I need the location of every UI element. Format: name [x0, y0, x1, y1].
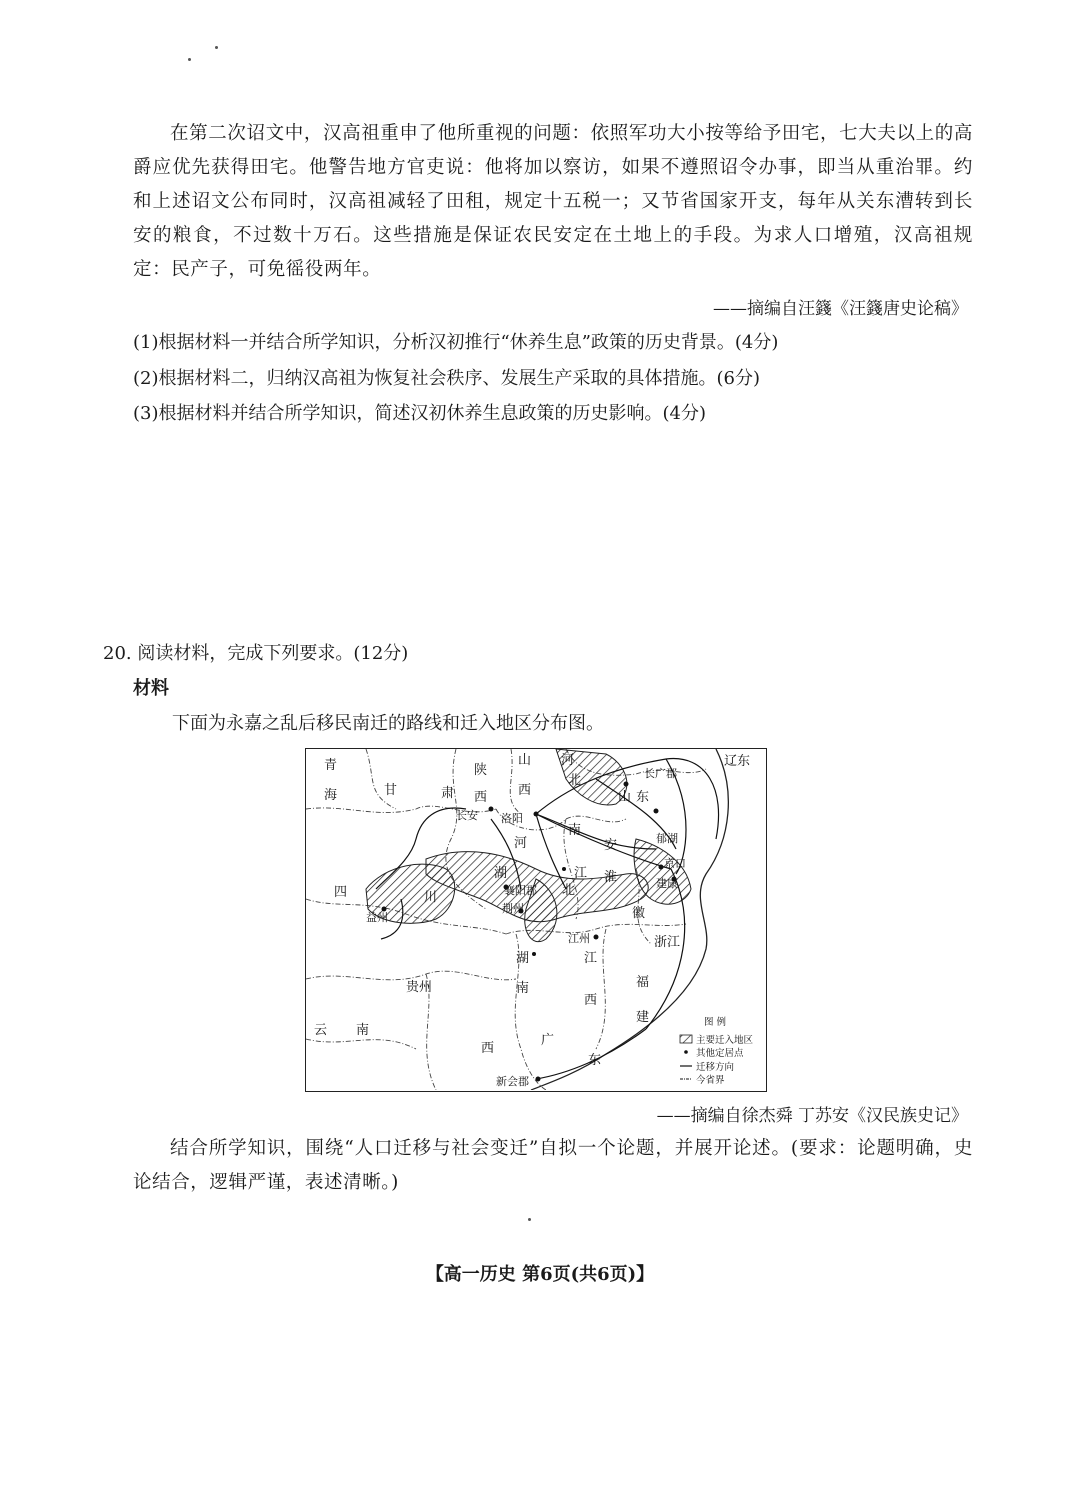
province-label: 湖: [516, 951, 530, 966]
province-label: 西: [518, 783, 532, 798]
legend-item: 迁移方向: [696, 1062, 735, 1073]
scan-speck: [528, 1218, 531, 1221]
province-label: 贵州: [406, 980, 433, 995]
province-label: 东: [636, 790, 650, 805]
province-label: 广: [541, 1033, 555, 1048]
province-label: 南: [516, 981, 530, 996]
legend-item: 其他定居点: [696, 1048, 744, 1059]
province-label: 青: [324, 758, 338, 773]
province-label: 河: [561, 753, 575, 768]
question-19-sub-3: (3)根据材料并结合所学知识，简述汉初休养生息政策的历史影响。(4分): [133, 403, 706, 424]
place-label: 益州: [366, 911, 388, 924]
place-label: 洛阳: [501, 812, 523, 825]
question-20-title: 20. 阅读材料，完成下列要求。(12分): [103, 643, 409, 664]
province-label: 四: [334, 885, 348, 900]
province-label: 北: [568, 773, 582, 788]
province-label: 福: [636, 975, 650, 990]
province-label: 北: [562, 883, 576, 898]
material-intro: 下面为永嘉之乱后移民南迁的路线和迁入地区分布图。: [172, 713, 604, 734]
migration-map: [305, 748, 767, 1092]
province-label: 西: [474, 790, 488, 805]
province-label: 南: [568, 823, 582, 838]
map-source: ——摘编自徐杰舜 丁苏安《汉民族史记》: [656, 1106, 968, 1126]
legend-dot-swatch: [684, 1050, 688, 1054]
province-label: 山: [618, 790, 632, 805]
province-label: 南: [356, 1023, 370, 1038]
page-footer: 【高一历史 第6页(共6页)】: [425, 1264, 655, 1285]
province-label: 安: [604, 838, 618, 853]
place-label: 京口: [664, 857, 686, 870]
province-label: 肃: [441, 786, 455, 801]
scan-speck: [188, 58, 191, 61]
province-label: 建: [636, 1010, 650, 1025]
province-label: 陕: [474, 763, 488, 778]
province-label: 河: [514, 836, 528, 851]
material-two-paragraph: 在第二次诏文中，汉高祖重申了他所重视的问题：依照军功大小按等给予田宅，七大夫以上的高爵应优先获得田宅。他警告地方官吏说：他将加以察访，如果不遵照诏令办事，即当从重治罪。约和上述诏文公布同时，汉高祖减轻了田租，规定十五税一；又节省国家开支，每年从关东漕转到长安的粮食，不过数十万石。这些措施是保证农民安定在土地上的手段。为求人口增殖，汉高祖规定：民产子，可免徭役两年。: [133, 123, 973, 280]
province-label: 浙江: [654, 935, 681, 950]
place-label: 郁湖: [656, 832, 678, 845]
question-19-sub-2: (2)根据材料二，归纳汉高祖为恢复社会秩序、发展生产采取的具体措施。(6分): [133, 368, 760, 389]
province-label: 辽东: [724, 754, 751, 769]
map-drawing: [306, 749, 765, 1090]
legend-item: 今省界: [696, 1075, 725, 1086]
place-label: 建康: [656, 877, 678, 890]
question-19-sub-1: (1)根据材料一并结合所学知识，分析汉初推行“休养生息”政策的历史背景。(4分): [133, 332, 779, 353]
material-two-source: ——摘编自汪籛《汪籛唐史论稿》: [713, 299, 968, 319]
province-label: 淮: [604, 870, 618, 885]
question-20-task: 结合所学知识，围绕“人口迁移与社会变迁”自拟一个论题，并展开论述。(要求：论题明确，史论结合，逻辑严谨，表述清晰。): [133, 1138, 973, 1193]
map-legend: [680, 1016, 754, 1086]
province-label: 西: [481, 1041, 495, 1056]
place-label: 襄阳郡: [504, 884, 537, 897]
province-label: 川: [424, 890, 438, 905]
legend-hatch-swatch: [680, 1035, 692, 1043]
province-label: 海: [324, 788, 338, 803]
province-label: 山: [518, 753, 532, 768]
legend-item: 主要迁入地区: [696, 1035, 754, 1046]
place-label: 长安: [456, 809, 478, 822]
scan-speck: [215, 46, 218, 49]
place-label: 长广郡: [644, 767, 677, 780]
province-label: 甘: [384, 783, 398, 798]
material-label: 材料: [133, 678, 169, 699]
province-label: 西: [584, 993, 598, 1008]
place-label: 新会郡: [496, 1075, 529, 1088]
province-label: 东: [588, 1053, 602, 1068]
province-label: 湖: [494, 866, 508, 881]
province-label: 云: [314, 1023, 328, 1038]
place-label: 江州: [568, 932, 590, 945]
legend-title: 图 例: [704, 1017, 727, 1028]
province-label: 徽: [632, 906, 646, 921]
province-label: 江: [584, 951, 598, 966]
place-label: 荆州: [502, 902, 524, 915]
province-label: 江: [574, 866, 588, 881]
